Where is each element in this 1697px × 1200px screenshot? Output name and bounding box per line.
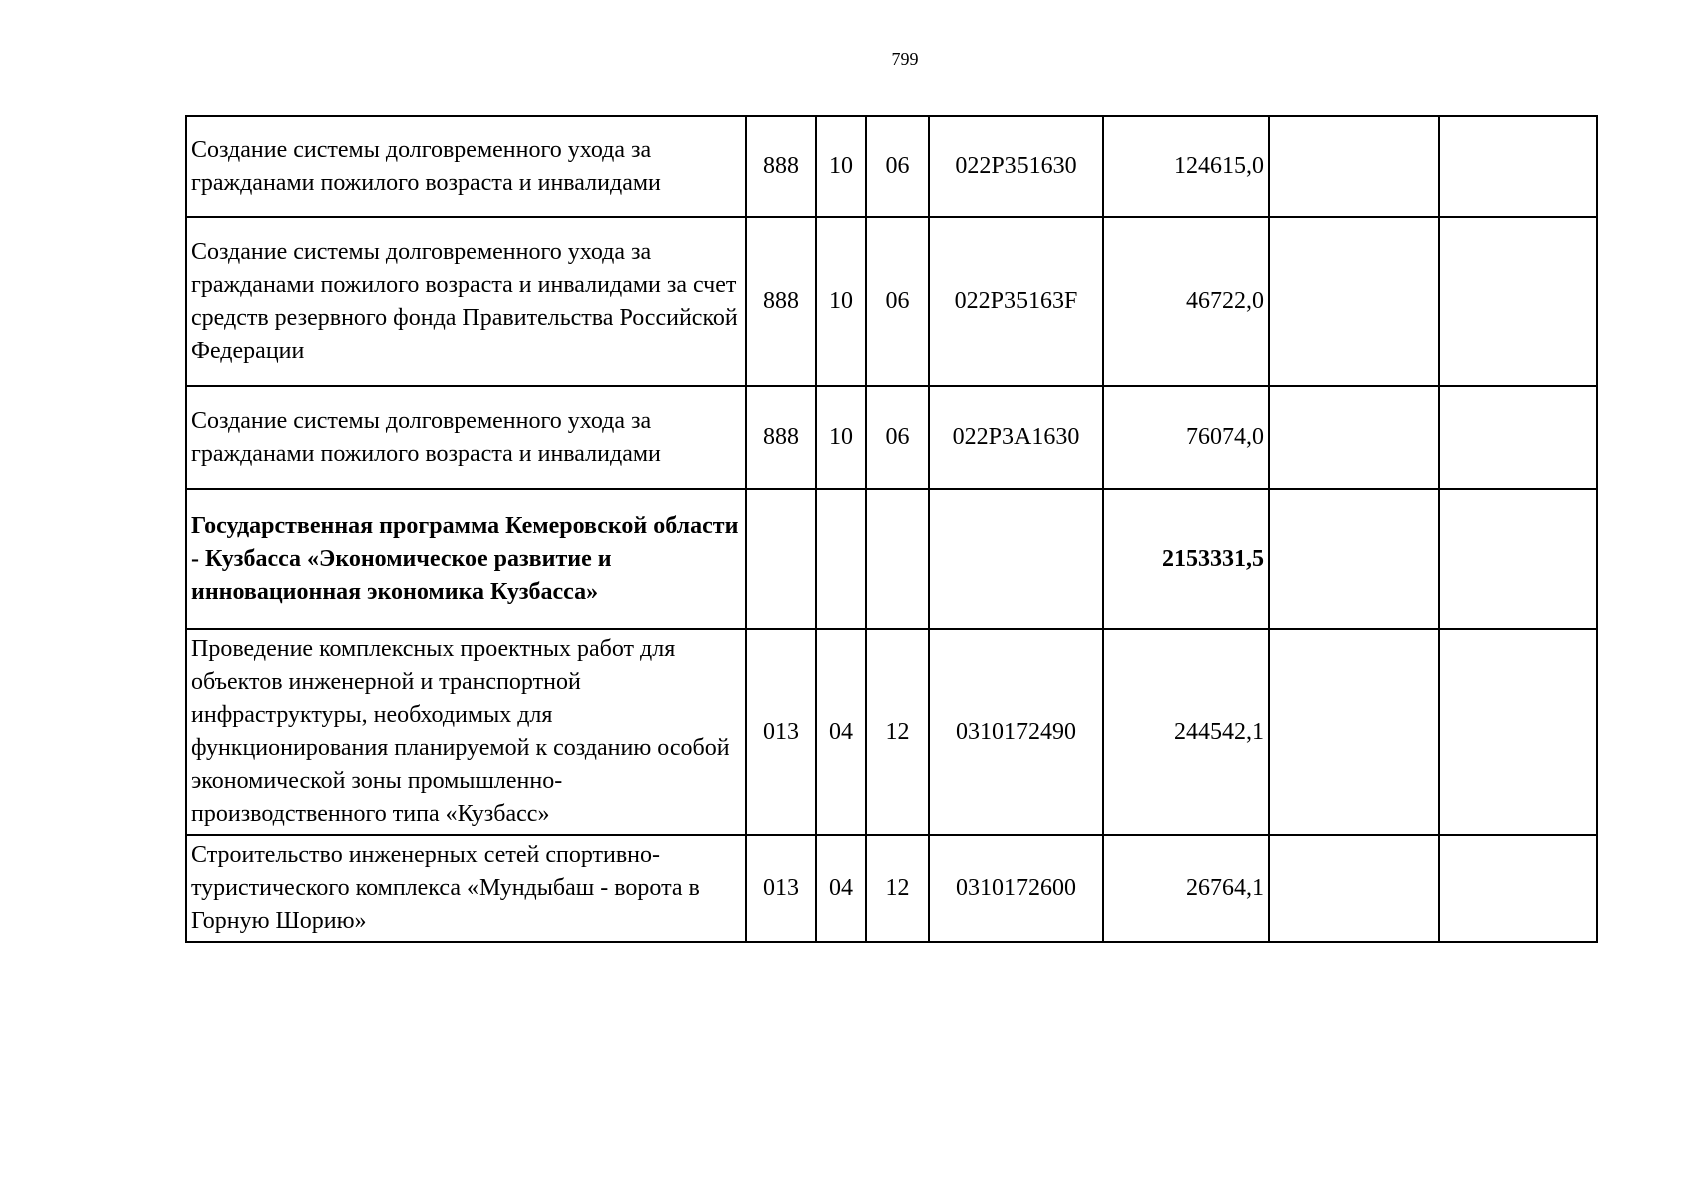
ministry-code-cell: 013 (746, 629, 816, 835)
table-body (186, 116, 1597, 942)
empty-cell (1269, 116, 1439, 217)
target-article-cell: 0310172600 (929, 835, 1103, 942)
table-row (186, 386, 1597, 489)
target-article-cell: 022P35163F (929, 217, 1103, 386)
subsection-cell (866, 489, 929, 629)
section-cell (816, 489, 866, 629)
amount-cell: 46722,0 (1103, 217, 1269, 386)
amount-cell: 244542,1 (1103, 629, 1269, 835)
ministry-code-cell: 888 (746, 217, 816, 386)
section-cell: 04 (816, 835, 866, 942)
empty-cell (1439, 217, 1597, 386)
table-row (186, 835, 1597, 942)
subsection-cell: 06 (866, 116, 929, 217)
amount-cell: 2153331,5 (1103, 489, 1269, 629)
empty-cell (1439, 489, 1597, 629)
row-name-cell: Создание системы долговременного ухода за гражданами пожилого возраста и инвалидами (186, 116, 746, 217)
row-name-cell: Государственная программа Кемеровской области - Кузбасса «Экономическое развитие и инновационная экономика Кузбасса» (186, 489, 746, 629)
target-article-cell: 022P351630 (929, 116, 1103, 217)
row-name-cell: Создание системы долговременного ухода за гражданами пожилого возраста и инвалидами (186, 386, 746, 489)
target-article-cell: 022P3A1630 (929, 386, 1103, 489)
empty-cell (1269, 835, 1439, 942)
table-row-program (186, 489, 1597, 629)
ministry-code-cell (746, 489, 816, 629)
empty-cell (1439, 835, 1597, 942)
subsection-cell: 12 (866, 629, 929, 835)
page-number: 799 (891, 49, 919, 69)
ministry-code-cell: 888 (746, 386, 816, 489)
empty-cell (1269, 217, 1439, 386)
subsection-cell: 12 (866, 835, 929, 942)
table-row (186, 217, 1597, 386)
empty-cell (1439, 629, 1597, 835)
subsection-cell: 06 (866, 217, 929, 386)
row-name-cell: Строительство инженерных сетей спортивно-туристического комплекса «Мундыбаш - ворота в Горную Шорию» (186, 835, 746, 942)
ministry-code-cell: 013 (746, 835, 816, 942)
section-cell: 04 (816, 629, 866, 835)
row-name-cell: Создание системы долговременного ухода за гражданами пожилого возраста и инвалидами за счет средств резервного фонда Правительства Российской Федерации (186, 217, 746, 386)
row-name-cell: Проведение комплексных проектных работ для объектов инженерной и транспортной инфраструктуры, необходимых для функционирования планируемой к созданию особой экономической зоны промышленно-производственного типа «Кузбасс» (186, 629, 746, 835)
empty-cell (1439, 116, 1597, 217)
table-row (186, 629, 1597, 835)
section-cell: 10 (816, 217, 866, 386)
target-article-cell: 0310172490 (929, 629, 1103, 835)
section-cell: 10 (816, 386, 866, 489)
target-article-cell (929, 489, 1103, 629)
amount-cell: 124615,0 (1103, 116, 1269, 217)
table-row (186, 116, 1597, 217)
empty-cell (1269, 489, 1439, 629)
amount-cell: 26764,1 (1103, 835, 1269, 942)
section-cell: 10 (816, 116, 866, 217)
ministry-code-cell: 888 (746, 116, 816, 217)
empty-cell (1269, 386, 1439, 489)
empty-cell (1439, 386, 1597, 489)
empty-cell (1269, 629, 1439, 835)
amount-cell: 76074,0 (1103, 386, 1269, 489)
budget-table (185, 115, 1598, 943)
subsection-cell: 06 (866, 386, 929, 489)
